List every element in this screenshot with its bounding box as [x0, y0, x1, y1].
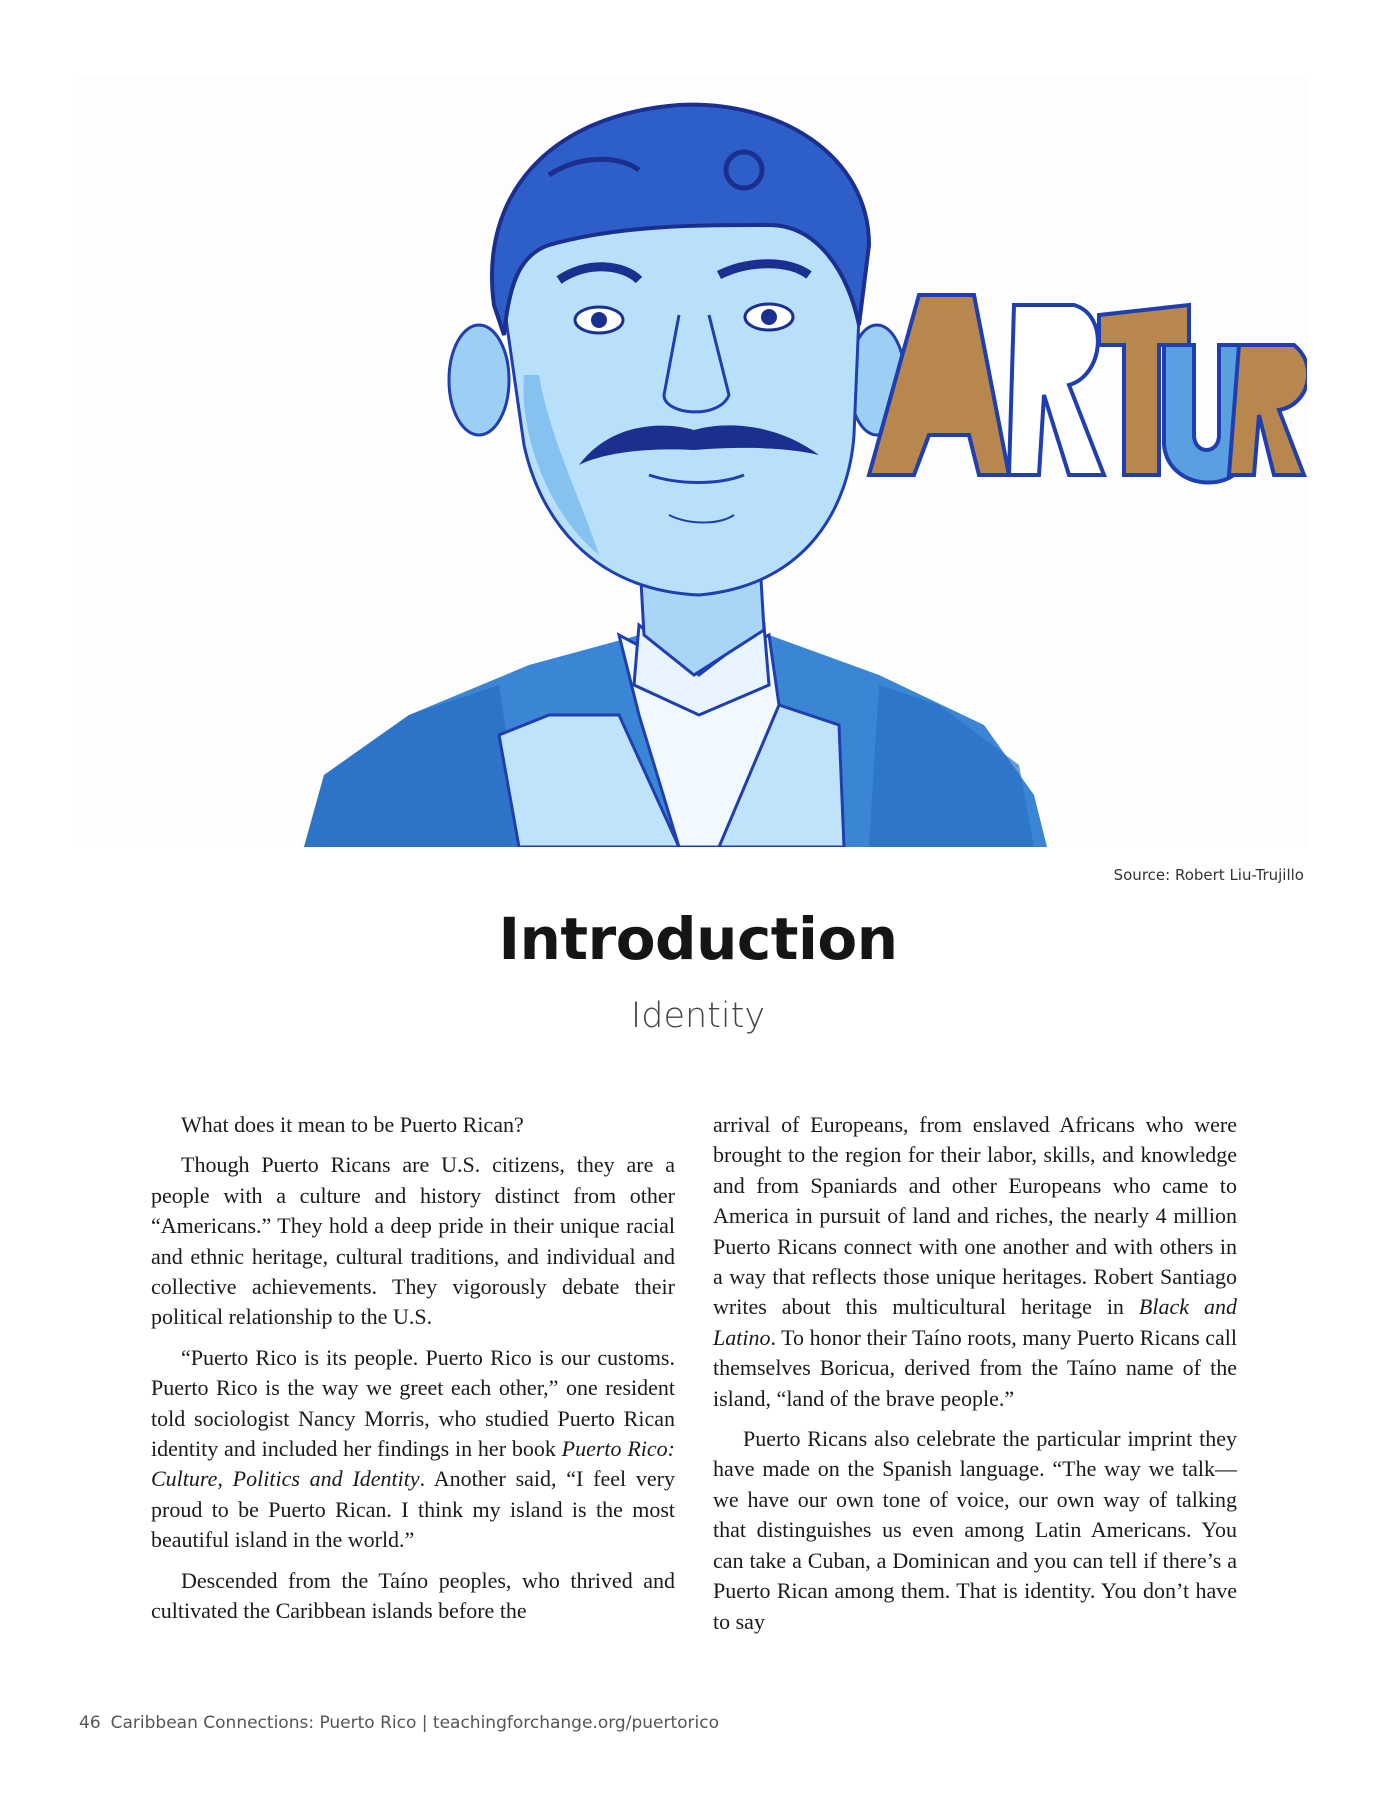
- paragraph-text: . To honor their Taíno roots, many Puerto Ricans call themselves Boricua, derived from the Taíno name of the island, “land of the brave people.”: [713, 1324, 1237, 1411]
- paragraph: Descended from the Taíno peoples, who thrived and cultivated the Caribbean islands before the: [151, 1567, 675, 1624]
- right-column: [713, 1110, 1237, 1647]
- paragraph: [151, 1343, 675, 1556]
- page-footer: [79, 1713, 719, 1733]
- portrait-drawing: [79, 75, 1307, 847]
- portrait-illustration: [79, 75, 1307, 847]
- paragraph: [713, 1110, 1237, 1414]
- paragraph-text: arrival of Europeans, from enslaved Africans who were brought to the region for their labor, skills, and knowledge and from Spaniards and other Europeans who came to America in pursuit of land and riches, the nearly 4 million Puerto Ricans connect with one another and with others in a way that reflects those unique heritages. Robert Santiago writes about this multicultural heritage in: [713, 1112, 1237, 1320]
- arturo-lettering: [869, 295, 1307, 483]
- paragraph-text: . Another said, “I feel very proud to be Puerto Rican. I think my island is the most beautiful island in the world.”: [151, 1466, 675, 1553]
- paragraph: Puerto Ricans also celebrate the particular imprint they have made on the Spanish language. “The way we talk—we have our own tone of voice, our own way of talking that distinguishes us even among Latin Americans. You can take a Cuban, a Dominican and you can tell if there’s a Puerto Rican among them. That is identity. You don’t have to say: [713, 1426, 1237, 1634]
- paragraph-text: “Puerto Rico is its people. Puerto Rico is our customs. Puerto Rico is the way we greet each other,” one resident told sociologist Nancy Morris, who studied Puerto Rican identity and included her findings in her book: [151, 1344, 675, 1462]
- paragraph: Though Puerto Ricans are U.S. citizens, they are a people with a culture and history distinct from other “Americans.” They hold a deep pride in their unique racial and ethnic heritage, cultural traditions, and individual and collective achievements. They vigorously debate their political relationship to the U.S.: [151, 1152, 675, 1330]
- image-caption: Source: Robert Liu-Trujillo: [1113, 866, 1304, 884]
- book-title: Puerto Rico: Culture, Politics and Identity: [151, 1436, 675, 1492]
- page-number: 46: [79, 1713, 101, 1733]
- paragraph: What does it mean to be Puerto Rican?: [181, 1112, 524, 1137]
- footer-text[interactable]: Caribbean Connections: Puerto Rico | teachingforchange.org/puertorico: [110, 1713, 719, 1733]
- page-subtitle: Identity: [630, 996, 766, 1036]
- left-column: [151, 1110, 675, 1637]
- page-title: Introduction: [498, 905, 898, 973]
- book-title: Black and Latino: [713, 1294, 1237, 1350]
